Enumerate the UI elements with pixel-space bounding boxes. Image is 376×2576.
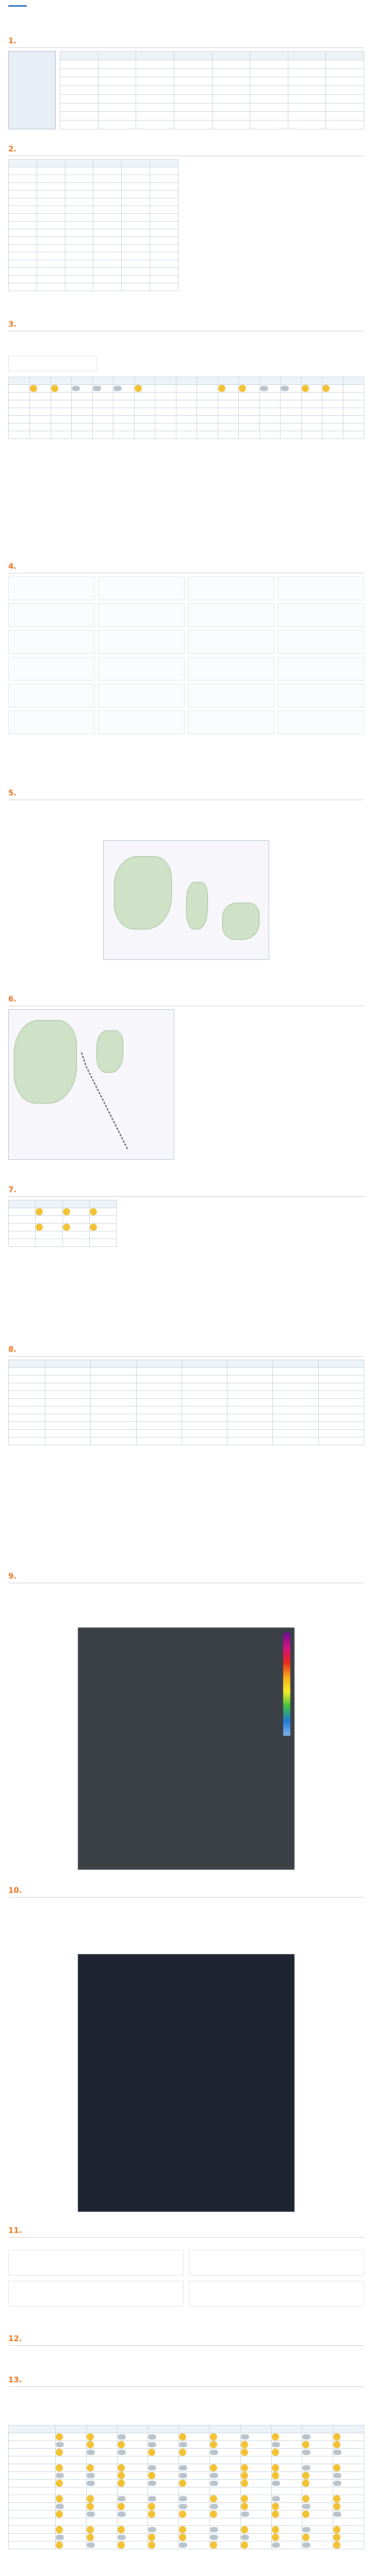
radar-legend-bar — [283, 1633, 290, 1736]
weather-chart-map — [103, 840, 269, 960]
section-10 — [8, 1886, 364, 2221]
section-2 — [8, 144, 364, 314]
section-13 — [8, 2375, 364, 2576]
report-header — [8, 5, 364, 31]
typhoon-track-map — [8, 1009, 174, 1160]
section-6 — [8, 994, 364, 1180]
section-1-title: 1. — [8, 36, 364, 48]
section-7-title: 7. — [8, 1185, 364, 1197]
section-12 — [8, 2334, 364, 2370]
observation-table — [60, 51, 364, 129]
section-1 — [8, 36, 364, 137]
section-5-title: 5. — [8, 788, 364, 800]
section-7 — [8, 1185, 364, 1340]
section-8-title: 8. — [8, 1345, 364, 1357]
section-10-title: 10. — [8, 1886, 364, 1897]
section-2-title: 2. — [8, 144, 364, 156]
section-9 — [8, 1571, 364, 1880]
section-9-title: 9. — [8, 1571, 364, 1583]
short-term-forecast-table — [8, 377, 364, 439]
section-11 — [8, 2226, 364, 2329]
section-6-title: 6. — [8, 994, 364, 1006]
section-12-title: 12. — [8, 2334, 364, 2346]
radar-image — [78, 1628, 295, 1870]
forecast-overview-box — [8, 356, 97, 371]
section-13-title: 13. — [8, 2375, 364, 2387]
section-5 — [8, 788, 364, 989]
city-status-table — [8, 159, 178, 291]
header-accent-bar — [8, 5, 27, 7]
observation-map — [8, 51, 56, 129]
marine-forecast-table — [8, 1200, 117, 1247]
section-4 — [8, 562, 364, 783]
mid-term-forecast-grid — [8, 577, 364, 734]
marine-mid-term-table — [8, 1360, 364, 1445]
satellite-image — [78, 1954, 295, 2212]
section-11-title: 11. — [8, 2226, 364, 2238]
section-8 — [8, 1345, 364, 1566]
typhoon-track-line — [9, 1010, 174, 1159]
section-4-title: 4. — [8, 562, 364, 573]
life-index-grid — [8, 2250, 364, 2307]
section-3-title: 3. — [8, 319, 364, 331]
world-weather-table — [8, 2425, 364, 2549]
section-3 — [8, 319, 364, 556]
